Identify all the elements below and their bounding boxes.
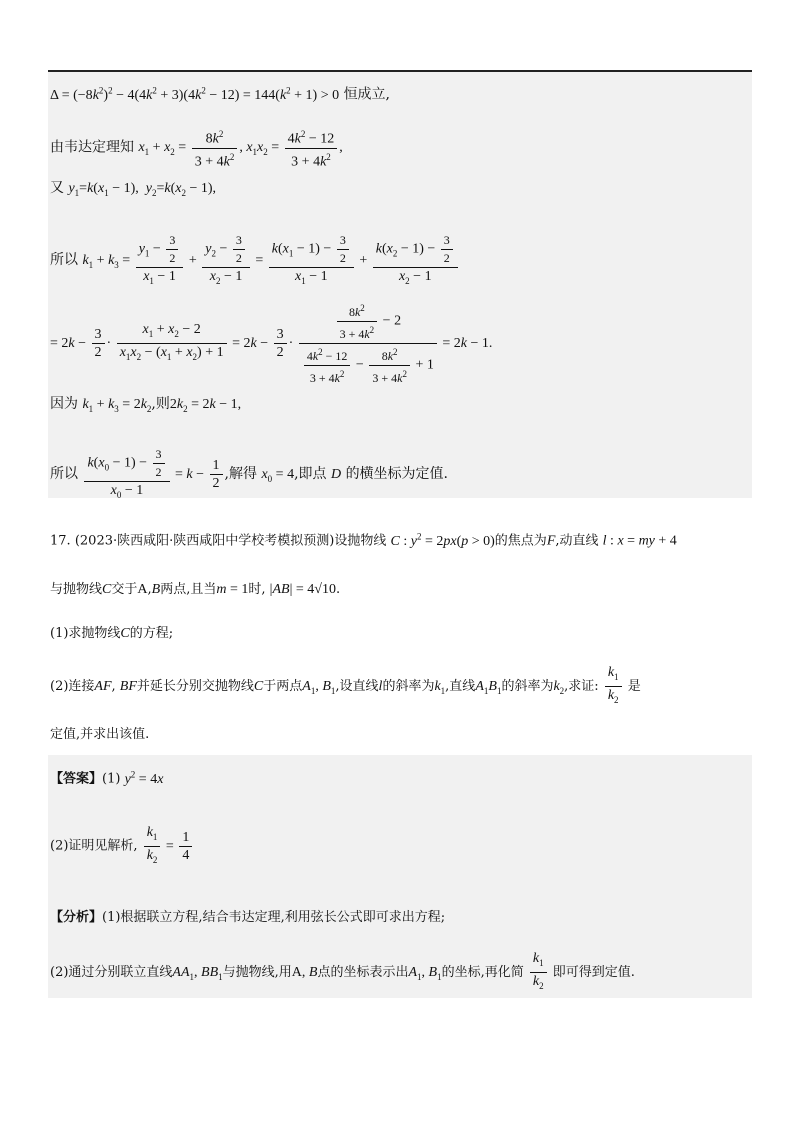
part2-text-g: 的斜率为: [501, 678, 554, 694]
stem-text-2: 的焦点为: [494, 533, 547, 549]
fixed-text: 的横坐标为定值.: [345, 466, 449, 483]
part2-end: 定值,并求出该值.: [50, 727, 150, 742]
part2-text-d: ,设直线: [335, 678, 379, 694]
analysis-label: 【分析】: [50, 910, 103, 925]
analysis-step2-b: 与抛物线,用: [222, 964, 292, 980]
question-stem-line1: 17. (2023·陕西咸阳·陕西咸阳中学校考模拟预测)设抛物线 C : $y^2 = 2px(p > 0)$的焦点为F,动直线 l : x = my + 4: [50, 531, 677, 549]
analysis-step2-e: 即可得到定值.: [552, 964, 635, 980]
also-text: 又: [50, 180, 64, 196]
part2-text-i: 是: [627, 678, 641, 694]
conclusion-line: 所以 $k(x_0 - 1)$ − $\frac{3}{2}$ $x_0 - 1$ = k − $\frac{1}{2}$ ,解得 $x_0 = 4$,即点 D 的横坐标为定值.: [50, 447, 449, 500]
answer-2-prefix: (2)证明见解析,: [50, 838, 138, 854]
part2-end-line: [50, 725, 149, 745]
answer-line1: 【答案】(1) $y^2 = 4x$: [50, 769, 164, 787]
stem-text-3: ,动直线: [555, 533, 599, 549]
part2-text-f: ,直线: [445, 678, 476, 694]
analysis-line2: (2)通过分别联立直线$AA_1$, $BB_1$与抛物线,用A, B点的坐标表示出$A_1$, $B_1$的坐标,再化简 $\frac{k_1}{k_2}$ 即可得到定值.: [50, 951, 635, 991]
question-stem-line2: 与抛物线C交于A,B两点,且当m = 1时, |AB| = 4√10.: [50, 582, 341, 597]
part2-text-c: 于两点: [263, 678, 303, 694]
part1-text: (1)求抛物线: [50, 626, 121, 641]
stem-text-6: ,: [147, 582, 152, 597]
slope-sum-line: 所以 $k_1 + k_3$ = $y_1$ − $\frac{3}{2}$ $x_1 - 1$ + $y_2$ − $\frac{3}{2}$ $x_2 - 1$ = $k(x_1 - 1)$ − $\frac{3}{2}$ $x_1 - 1$ + $k(x_2 - 1)$ − $\frac{3}{2}$ $x_2 - 1$: [50, 232, 460, 290]
part2-text-b: 并延长分别交抛物线: [136, 678, 254, 694]
analysis-step1: (1)根据联立方程,结合韦达定理,利用弦长公式即可求出方程;: [102, 910, 446, 925]
answer-line2: (2)证明见解析, $\frac{k_1}{k_2}$ = $\frac{1}{4}$: [50, 824, 194, 869]
part2-text-a: (2)连接: [50, 678, 95, 694]
because-text: 因为: [50, 396, 78, 412]
question-number: 17.: [50, 533, 71, 549]
vieta-text: 由韦达定理知: [50, 139, 134, 156]
part1-tail: 的方程;: [129, 626, 174, 641]
y-expressions-line: 又 $y_1=k(x_1 - 1)$, $y_2=k(x_2 - 1)$,: [50, 180, 217, 198]
question-source: (2023·陕西咸阳·陕西咸阳中学校考模拟预测): [74, 533, 335, 549]
simplify-line: = 2k − $\frac{3}{2}$ · $\frac{x_1 + x_2 - 2}{x_1x_2 - (x_1 + x_2) + 1}$ = 2k − $\frac{3}{2}$ · $\frac{8k^2}{3 + 4k^2}$ − 2 $\frac{4k^2 - 12}{3 + 4k^2}$ − $\frac{8k^2}{3 + 4k^2}$ + 1 = 2k − 1.: [50, 300, 492, 387]
then-text: ,则: [151, 396, 170, 412]
answer-1-prefix: (1): [102, 771, 121, 787]
part2-text-h: ,求证:: [564, 678, 599, 694]
stem-text-4: 与抛物线: [50, 582, 103, 597]
solve-text: ,解得: [224, 466, 257, 483]
discriminant-tail: 恒成立,: [343, 86, 391, 103]
analysis-step2-d: 的坐标,再化简: [441, 964, 524, 980]
part1-line: (1)求抛物线C的方程;: [50, 626, 174, 641]
analysis-step2-c: 点的坐标表示出: [317, 964, 409, 980]
analysis-line1: [50, 908, 445, 928]
because-line: 因为 $k_1 + k_3 = 2k_2$,则$2k_2 = 2k - 1$,: [50, 396, 242, 414]
so-text-1: 所以: [50, 252, 78, 269]
so-text-2: 所以: [50, 466, 78, 483]
discriminant-line: $\Delta = (-8k^2)^2 - 4(4k^2 + 3)(4k^2 - 12) = 144(k^2 + 1) > 0$ 恒成立,: [50, 85, 391, 103]
answer-label: 【答案】: [50, 771, 103, 787]
part2-text-e: 的斜率为: [382, 678, 435, 694]
vieta-line: 由韦达定理知 $x_1 + x_2$ = $\frac{8k^2}{3 + 4k^2}$ , $x_1x_2$ = $\frac{4k^2 - 12}{3 + 4k^2}$ ,: [50, 126, 343, 170]
stem-text-7: 两点,且当: [160, 582, 217, 597]
part2-line: (2)连接AF, BF并延长分别交抛物线C于两点$A_1$, $B_1$,设直线l的斜率为$k_1$,直线$A_1B_1$的斜率为$k_2$,求证: $\frac{k_1}{k_2}$ 是: [50, 665, 641, 705]
stem-text-8: 时,: [248, 582, 266, 597]
point-text: ,即点: [294, 466, 327, 483]
stem-text-1: 设抛物线: [334, 533, 387, 549]
stem-text-5: 交于: [111, 582, 138, 597]
analysis-step2-a: (2)通过分别联立直线: [50, 964, 173, 980]
